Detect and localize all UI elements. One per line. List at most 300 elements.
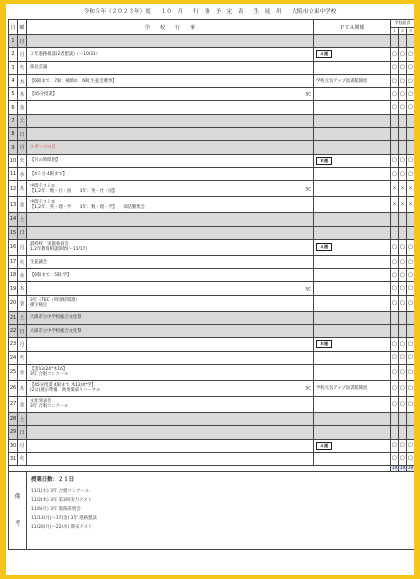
day-date: 20 bbox=[9, 295, 18, 311]
lunch-mark-grade-3: ◯ bbox=[407, 154, 415, 167]
event-line-1: 【月の時間割】 bbox=[30, 158, 61, 164]
day-weekday: 月 bbox=[18, 141, 27, 154]
day-date: 13 bbox=[9, 197, 18, 213]
day-weekday: 木 bbox=[18, 181, 27, 197]
day-events bbox=[27, 226, 314, 239]
day-weekday: 土 bbox=[18, 412, 27, 425]
lunch-mark-grade-2: ◯ bbox=[399, 88, 407, 101]
day-row bbox=[9, 412, 415, 425]
day-weekday: 月 bbox=[18, 338, 27, 351]
day-events bbox=[27, 439, 314, 452]
day-date: 2 bbox=[9, 48, 18, 61]
day-weekday: 日 bbox=[18, 35, 27, 48]
lunch-mark-grade-2: × bbox=[399, 197, 407, 213]
notes-item: 11/2(木) 3年 第3回実力テスト bbox=[31, 498, 93, 504]
lunch-mark-grade-3 bbox=[407, 325, 415, 338]
lunch-mark-grade-1 bbox=[391, 311, 399, 324]
lunch-mark-grade-2 bbox=[399, 325, 407, 338]
day-events bbox=[27, 167, 314, 180]
day-date: 7 bbox=[9, 114, 18, 127]
lunch-mark-grade-2 bbox=[399, 213, 407, 226]
lunch-total-grade-2: 19 bbox=[399, 466, 406, 472]
day-row bbox=[9, 439, 415, 452]
day-events bbox=[27, 380, 314, 396]
day-events bbox=[27, 128, 314, 141]
day-pta bbox=[314, 338, 391, 351]
lunch-mark-grade-1: ◯ bbox=[391, 452, 399, 465]
lunch-mark-grade-2: ◯ bbox=[399, 74, 407, 87]
lunch-mark-grade-1 bbox=[391, 226, 399, 239]
lunch-mark-grade-1: ◯ bbox=[391, 61, 399, 74]
lunch-mark-grade-1: ◯ bbox=[391, 282, 399, 295]
lunch-mark-grade-2: ◯ bbox=[399, 239, 407, 255]
day-pta bbox=[314, 213, 391, 226]
day-row bbox=[9, 141, 415, 154]
day-weekday: 金 bbox=[18, 101, 27, 114]
day-date: 11 bbox=[9, 167, 18, 180]
event-line-1: 【6限まで 7限：補填① 6限:生徒会選挙】 bbox=[30, 78, 117, 84]
event-line-1: 文化発表会 bbox=[30, 399, 52, 405]
lunch-mark-grade-1: ◯ bbox=[391, 255, 399, 268]
lunch-mark-grade-1: ◯ bbox=[391, 364, 399, 380]
day-pta bbox=[314, 114, 391, 127]
day-row bbox=[9, 74, 415, 87]
lunch-mark-grade-1: ◯ bbox=[391, 239, 399, 255]
day-events bbox=[27, 74, 314, 87]
lunch-mark-grade-2 bbox=[399, 114, 407, 127]
lunch-mark-grade-3 bbox=[407, 213, 415, 226]
day-weekday: 土 bbox=[18, 213, 27, 226]
lunch-mark-grade-3: ◯ bbox=[407, 255, 415, 268]
day-pta bbox=[314, 167, 391, 180]
day-pta bbox=[314, 239, 391, 255]
lunch-mark-grade-1: ◯ bbox=[391, 338, 399, 351]
day-date: 6 bbox=[9, 101, 18, 114]
lunch-mark-grade-1 bbox=[391, 141, 399, 154]
lunch-mark-grade-2: ◯ bbox=[399, 439, 407, 452]
day-events bbox=[27, 141, 314, 154]
lunch-mark-grade-3: ◯ bbox=[407, 351, 415, 364]
event-line-1: 【4５分 4限まで】 bbox=[30, 171, 67, 177]
day-date: 12 bbox=[9, 181, 18, 197]
day-events bbox=[27, 269, 314, 282]
day-row bbox=[9, 426, 415, 439]
lunch-mark-grade-2: ◯ bbox=[399, 101, 407, 114]
pta-note: 学校元気アップ図書館開放 bbox=[316, 386, 368, 392]
event-line-1: 部長会議 bbox=[30, 65, 48, 71]
lunch-mark-grade-3: ◯ bbox=[407, 61, 415, 74]
day-weekday: 水 bbox=[18, 364, 27, 380]
day-pta bbox=[314, 380, 391, 396]
event-line-1: 3年（TEC（特別時間割） bbox=[30, 298, 80, 304]
notes-row bbox=[9, 472, 415, 550]
header-date: 日 bbox=[9, 20, 18, 35]
lunch-mark-grade-2 bbox=[399, 426, 407, 439]
day-events bbox=[27, 88, 314, 101]
day-weekday: 月 bbox=[18, 439, 27, 452]
lunch-mark-grade-1: × bbox=[391, 181, 399, 197]
lunch-mark-grade-3: ◯ bbox=[407, 239, 415, 255]
day-date: 8 bbox=[9, 128, 18, 141]
day-pta bbox=[314, 351, 391, 364]
lunch-mark-grade-2: ◯ bbox=[399, 154, 407, 167]
day-weekday: 火 bbox=[18, 154, 27, 167]
day-pta bbox=[314, 364, 391, 380]
lunch-mark-grade-1: ◯ bbox=[391, 74, 399, 87]
lunch-mark-grade-3: ◯ bbox=[407, 282, 415, 295]
day-pta bbox=[314, 101, 391, 114]
day-pta bbox=[314, 325, 391, 338]
day-date: 26 bbox=[9, 380, 18, 396]
day-pta bbox=[314, 426, 391, 439]
day-date: 10 bbox=[9, 154, 18, 167]
lunch-mark-grade-3: × bbox=[407, 181, 415, 197]
event-line-2: 漢字検定 bbox=[30, 303, 48, 309]
day-events bbox=[27, 412, 314, 425]
day-pta bbox=[314, 295, 391, 311]
schedule-body bbox=[9, 35, 415, 466]
lunch-mark-grade-3 bbox=[407, 128, 415, 141]
day-events bbox=[27, 239, 314, 255]
lunch-mark-grade-2: ◯ bbox=[399, 48, 407, 61]
day-events bbox=[27, 35, 314, 48]
title-part: 行 事 予 定 表 bbox=[193, 9, 244, 15]
lunch-mark-grade-2: ◯ bbox=[399, 338, 407, 351]
lunch-mark-grade-1: ◯ bbox=[391, 380, 399, 396]
event-line-1: 【6限まで 5限:学】 bbox=[30, 272, 72, 278]
lunch-mark-grade-3: ◯ bbox=[407, 48, 415, 61]
day-weekday: 日 bbox=[18, 128, 27, 141]
lunch-mark-grade-1: ◯ bbox=[391, 154, 399, 167]
day-row bbox=[9, 311, 415, 324]
event-line-2: 3年 合唱コンクール bbox=[30, 404, 69, 410]
lunch-mark-grade-3: × bbox=[407, 197, 415, 213]
lunch-mark-grade-3: ◯ bbox=[407, 439, 415, 452]
event-line-1: 【45分授業 4限まで 木12/4*学】 bbox=[30, 383, 96, 389]
lunch-mark-grade-3: ◯ bbox=[407, 338, 415, 351]
day-date: 17 bbox=[9, 255, 18, 268]
lunch-mark-grade-3 bbox=[407, 141, 415, 154]
lunch-mark-grade-3 bbox=[407, 35, 415, 48]
lunch-mark-grade-3: ◯ bbox=[407, 269, 415, 282]
day-date: 25 bbox=[9, 364, 18, 380]
day-events bbox=[27, 351, 314, 364]
day-date: 18 bbox=[9, 269, 18, 282]
lunch-mark-grade-1: ◯ bbox=[391, 269, 399, 282]
sc-marker: SC bbox=[305, 91, 311, 97]
day-date: 15 bbox=[9, 226, 18, 239]
lunch-mark-grade-2 bbox=[399, 311, 407, 324]
notes-label bbox=[9, 472, 27, 550]
lunch-mark-grade-3: ◯ bbox=[407, 88, 415, 101]
lunch-mark-grade-1 bbox=[391, 213, 399, 226]
lunch-mark-grade-1 bbox=[391, 412, 399, 425]
lunch-mark-grade-2 bbox=[399, 226, 407, 239]
day-row bbox=[9, 213, 415, 226]
day-row bbox=[9, 61, 415, 74]
lunch-mark-grade-2: ◯ bbox=[399, 380, 407, 396]
lunch-mark-grade-3 bbox=[407, 311, 415, 324]
day-pta bbox=[314, 154, 391, 167]
day-pta bbox=[314, 269, 391, 282]
day-events bbox=[27, 61, 314, 74]
notes-item: 11/6(月) 3年 進路説明会 bbox=[31, 507, 81, 513]
day-weekday: 火 bbox=[18, 351, 27, 364]
lunch-mark-grade-2 bbox=[399, 35, 407, 48]
header-lunch-grade-2: ２ bbox=[400, 27, 405, 33]
day-date: 19 bbox=[9, 282, 18, 295]
header-pta: ＰＴＡ関係 bbox=[314, 20, 391, 35]
day-row bbox=[9, 325, 415, 338]
sc-marker: SC bbox=[305, 286, 311, 292]
day-weekday: 水 bbox=[18, 269, 27, 282]
lunch-mark-grade-3: ◯ bbox=[407, 380, 415, 396]
day-pta bbox=[314, 35, 391, 48]
title-part: 大阪市立東中学校 bbox=[291, 9, 337, 15]
day-row bbox=[9, 181, 415, 197]
day-row bbox=[9, 226, 415, 239]
header-events: 学 校 行 事 bbox=[27, 20, 314, 35]
document-title bbox=[6, 6, 414, 18]
lunch-mark-grade-3 bbox=[407, 412, 415, 425]
week-label: Ａ週 bbox=[316, 243, 332, 251]
lunch-mark-grade-2: ◯ bbox=[399, 452, 407, 465]
day-weekday: 火 bbox=[18, 61, 27, 74]
day-pta bbox=[314, 226, 391, 239]
day-weekday: 金 bbox=[18, 396, 27, 412]
day-events bbox=[27, 452, 314, 465]
day-pta bbox=[314, 74, 391, 87]
lunch-mark-grade-2: ◯ bbox=[399, 282, 407, 295]
header-dow: 曜 bbox=[18, 20, 27, 35]
day-row bbox=[9, 282, 415, 295]
lunch-mark-grade-3 bbox=[407, 114, 415, 127]
day-events bbox=[27, 364, 314, 380]
event-line-1: 最終校 実施委員会 bbox=[30, 242, 69, 248]
lunch-mark-grade-3: ◯ bbox=[407, 167, 415, 180]
schedule-table bbox=[8, 19, 414, 550]
lunch-mark-grade-3: ◯ bbox=[407, 74, 415, 87]
lunch-mark-grade-1: ◯ bbox=[391, 295, 399, 311]
day-events bbox=[27, 338, 314, 351]
lunch-mark-grade-2: ◯ bbox=[399, 61, 407, 74]
day-events bbox=[27, 311, 314, 324]
lunch-mark-grade-1 bbox=[391, 114, 399, 127]
day-row bbox=[9, 88, 415, 101]
day-events bbox=[27, 213, 314, 226]
lunch-mark-grade-3: ◯ bbox=[407, 364, 415, 380]
day-date: 29 bbox=[9, 426, 18, 439]
day-events bbox=[27, 114, 314, 127]
lunch-mark-grade-1: ◯ bbox=[391, 351, 399, 364]
day-events bbox=[27, 154, 314, 167]
event-line-2: 1,2年教育相談開始(〜11/17) bbox=[30, 247, 87, 253]
day-pta bbox=[314, 88, 391, 101]
notes-body bbox=[27, 472, 415, 550]
lunch-mark-grade-3: ◯ bbox=[407, 396, 415, 412]
week-label: Ｂ週 bbox=[316, 340, 332, 348]
notes-label-2: 考 bbox=[14, 520, 21, 527]
day-row bbox=[9, 452, 415, 465]
notes-item: 11/1(水) 3年 合唱コンクール bbox=[31, 489, 90, 495]
title-part: 生 徒 用 bbox=[253, 9, 282, 15]
event-line-1: 中間テスト② bbox=[30, 199, 56, 205]
day-weekday: 土 bbox=[18, 311, 27, 324]
day-weekday: 月 bbox=[18, 239, 27, 255]
event-line-1: 【45分授業】 bbox=[30, 91, 57, 97]
lunch-mark-grade-1: ◯ bbox=[391, 101, 399, 114]
day-row bbox=[9, 351, 415, 364]
day-events bbox=[27, 325, 314, 338]
day-weekday: 金 bbox=[18, 197, 27, 213]
lunch-mark-grade-1 bbox=[391, 426, 399, 439]
lunch-total-grade-3: 19 bbox=[407, 466, 414, 472]
day-weekday: 日 bbox=[18, 426, 27, 439]
lunch-mark-grade-1: × bbox=[391, 197, 399, 213]
lunch-mark-grade-3 bbox=[407, 426, 415, 439]
event-line-2: 3年 合唱コンクール bbox=[30, 372, 69, 378]
day-events bbox=[27, 396, 314, 412]
day-row bbox=[9, 128, 415, 141]
header-lunch-grade-3: ３ bbox=[407, 27, 415, 35]
day-row bbox=[9, 35, 415, 48]
day-events bbox=[27, 282, 314, 295]
header-row bbox=[9, 20, 415, 28]
day-pta bbox=[314, 412, 391, 425]
lunch-mark-grade-2: ◯ bbox=[399, 364, 407, 380]
day-events bbox=[27, 48, 314, 61]
day-pta bbox=[314, 396, 391, 412]
lunch-mark-grade-2: ◯ bbox=[399, 396, 407, 412]
lunch-mark-grade-1: ◯ bbox=[391, 396, 399, 412]
lunch-mark-grade-1: ◯ bbox=[391, 167, 399, 180]
day-pta bbox=[314, 452, 391, 465]
day-pta bbox=[314, 282, 391, 295]
event-line-2: (2日)展示準備 吹奏楽部リハーサル bbox=[30, 388, 101, 394]
day-events bbox=[27, 426, 314, 439]
schedule-sheet bbox=[6, 4, 414, 575]
day-events bbox=[27, 295, 314, 311]
lunch-mark-grade-1: ◯ bbox=[391, 48, 399, 61]
day-row bbox=[9, 101, 415, 114]
day-pta bbox=[314, 255, 391, 268]
day-weekday: 日 bbox=[18, 226, 27, 239]
day-pta bbox=[314, 141, 391, 154]
event-line-1: 中間テスト① bbox=[30, 183, 56, 189]
header-lunch: 学校給食 bbox=[391, 20, 415, 28]
lunch-total-grade-1: 19 bbox=[391, 466, 398, 472]
day-row bbox=[9, 167, 415, 180]
notes-label-1: 備 bbox=[14, 493, 21, 500]
day-row bbox=[9, 197, 415, 213]
lunch-mark-grade-1: ◯ bbox=[391, 88, 399, 101]
day-row bbox=[9, 380, 415, 396]
day-row bbox=[9, 255, 415, 268]
header-lunch-grade-1: １ bbox=[392, 27, 397, 33]
day-pta bbox=[314, 48, 391, 61]
day-date: 1 bbox=[9, 35, 18, 48]
day-weekday: 日 bbox=[18, 325, 27, 338]
day-weekday: 火 bbox=[18, 255, 27, 268]
title-part: 令和５年（２０２３年）度 bbox=[83, 9, 151, 15]
day-date: 28 bbox=[9, 412, 18, 425]
event-line-1: 大阪市立中学校総合文化祭 bbox=[30, 315, 82, 321]
day-date: 9 bbox=[9, 141, 18, 154]
event-line-1: 生徒議会 bbox=[30, 259, 48, 265]
lunch-mark-grade-3: ◯ bbox=[407, 452, 415, 465]
lunch-mark-grade-2: ◯ bbox=[399, 167, 407, 180]
day-date: 5 bbox=[9, 88, 18, 101]
day-weekday: 木 bbox=[18, 282, 27, 295]
week-label: Ｂ週 bbox=[316, 157, 332, 165]
day-date: 27 bbox=[9, 396, 18, 412]
event-line-2: 【1,2年：数・社・国 3年：英・社・国】 bbox=[30, 188, 117, 194]
day-date: 23 bbox=[9, 338, 18, 351]
lunch-mark-grade-1 bbox=[391, 325, 399, 338]
lunch-mark-grade-2 bbox=[399, 128, 407, 141]
day-date: 30 bbox=[9, 439, 18, 452]
day-weekday: 月 bbox=[18, 48, 27, 61]
day-pta bbox=[314, 439, 391, 452]
day-date: 21 bbox=[9, 311, 18, 324]
day-date: 14 bbox=[9, 213, 18, 226]
day-events bbox=[27, 101, 314, 114]
lunch-mark-grade-2: ◯ bbox=[399, 269, 407, 282]
day-date: 24 bbox=[9, 351, 18, 364]
event-line-1: 【金12/24*木16】 bbox=[30, 367, 68, 373]
day-weekday: 水 bbox=[18, 74, 27, 87]
day-events bbox=[27, 255, 314, 268]
pta-note: 学校元気アップ図書館開放 bbox=[316, 79, 368, 85]
day-weekday: 木 bbox=[18, 88, 27, 101]
day-row bbox=[9, 338, 415, 351]
day-weekday: 木 bbox=[18, 380, 27, 396]
day-events bbox=[27, 197, 314, 213]
day-date: 22 bbox=[9, 325, 18, 338]
day-date: 3 bbox=[9, 61, 18, 74]
day-row bbox=[9, 114, 415, 127]
lunch-mark-grade-2 bbox=[399, 141, 407, 154]
day-date: 4 bbox=[9, 74, 18, 87]
lunch-mark-grade-2: ◯ bbox=[399, 351, 407, 364]
event-line-2: 【1,2年：英・理・学 3年：数・理・学】 部活動集会 bbox=[30, 204, 145, 210]
day-pta bbox=[314, 61, 391, 74]
title-part: １０ 月 bbox=[160, 9, 184, 15]
day-row bbox=[9, 269, 415, 282]
day-date: 16 bbox=[9, 239, 18, 255]
day-pta bbox=[314, 128, 391, 141]
day-pta bbox=[314, 181, 391, 197]
event-line-1: 大阪市立中学校総合文化祭 bbox=[30, 328, 82, 334]
day-weekday: 火 bbox=[18, 452, 27, 465]
notes-item: 11/13(月)〜17(金) 3年 進路懇談 bbox=[31, 516, 97, 522]
lunch-mark-grade-1: ◯ bbox=[391, 439, 399, 452]
lunch-mark-grade-1 bbox=[391, 128, 399, 141]
sc-marker: SC bbox=[305, 385, 311, 391]
lunch-mark-grade-1 bbox=[391, 35, 399, 48]
day-weekday: 水 bbox=[18, 167, 27, 180]
day-pta bbox=[314, 197, 391, 213]
lunch-mark-grade-3: ◯ bbox=[407, 101, 415, 114]
school-days-total: 授業日数：２１日 bbox=[31, 477, 75, 484]
day-events bbox=[27, 181, 314, 197]
event-line-1: ３年進路相談(2者懇談)（〜10/31） bbox=[30, 51, 101, 57]
day-row bbox=[9, 364, 415, 380]
day-pta bbox=[314, 311, 391, 324]
week-label: Ａ週 bbox=[316, 50, 332, 58]
notes-item: 11/20(月)〜22(水) 期末テスト bbox=[31, 525, 93, 531]
lunch-mark-grade-2: × bbox=[399, 181, 407, 197]
